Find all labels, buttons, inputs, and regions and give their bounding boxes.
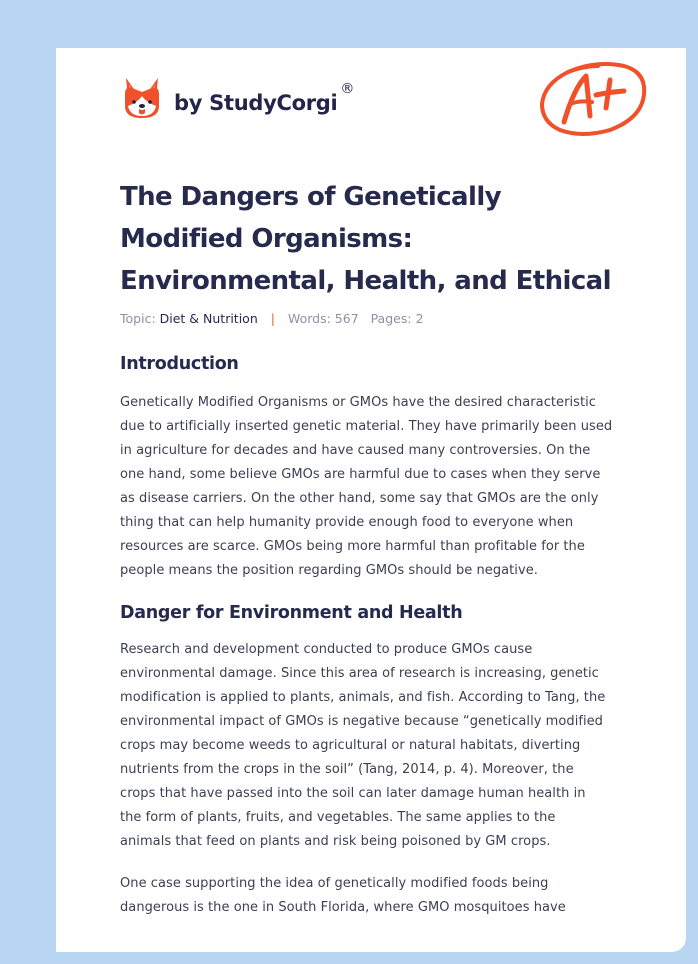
topic-link[interactable]: Diet & Nutrition [159,311,258,326]
registered-mark: ® [340,81,355,97]
text-line: crops may become weeds to agricultural or natural habitats, diverting [120,738,581,753]
pages-count: 2 [415,311,424,326]
text-line: environmental impact of GMOs is negative because “genetically modified [120,714,603,729]
text-line: One case supporting the idea of genetically modified foods being [120,876,549,891]
text-line: modification is applied to plants, animals, and fish. According to Tang, the [120,690,606,705]
text-line: nutrients from the crops in the soil” (Tang, 2014, p. 4). Moreover, the [120,762,574,777]
text-line: environmental damage. Since this area of research is increasing, genetic [120,666,599,681]
title-line: Modified Organisms: [120,224,413,254]
text-line: in agriculture for decades and have caused many controversies. On the [120,443,591,458]
text-line: the form of plants, fruits, and vegetables. The same applies to the [120,810,556,825]
text-line: Genetically Modified Organisms or GMOs have the desired characteristic [120,395,596,410]
topic-label: Topic: [120,311,156,326]
text-line: thing that can help humanity provide enough food to everyone when [120,515,574,530]
document-title [120,176,640,302]
text-line: people means the position regarding GMOs should be negative. [120,563,538,578]
text-line: resources are scarce. GMOs being more harmful than profitable for the [120,539,585,554]
pages-label: Pages: [370,311,412,326]
text-line: Research and development conducted to produce GMOs cause [120,642,533,657]
title-line: The Dangers of Genetically [120,182,501,212]
studycorgi-logo[interactable] [122,76,354,120]
text-line: animals that feed on plants and risk being poisoned by GM crops. [120,834,551,849]
words-count: 567 [334,311,359,326]
section-heading-danger: Danger for Environment and Health [120,603,463,623]
words-label: Words: [287,311,331,326]
paragraph [120,872,632,920]
logo-text [174,81,355,115]
text-line: due to artificially inserted genetic material. They have primarily been used [120,419,613,434]
corgi-logo-icon [122,76,162,120]
text-line: one hand, some believe GMOs are harmful due to cases when they serve [120,467,601,482]
logo-wordmark: by StudyCorgi [174,91,338,115]
document-meta [120,311,424,326]
a-plus-grade-icon [538,58,650,140]
section-heading-introduction: Introduction [120,354,239,374]
document-body [120,351,632,920]
paragraph [120,391,632,583]
title-line: Environmental, Health, and Ethical [120,266,611,296]
meta-separator: | [270,311,275,326]
paragraph [120,638,632,854]
text-line: crops that have passed into the soil can later damage human health in [120,786,586,801]
document-card [56,48,686,952]
text-line: dangerous is the one in South Florida, where GMO mosquitoes have [120,900,566,915]
text-line: as disease carriers. On the other hand, some say that GMOs are the only [120,491,599,506]
